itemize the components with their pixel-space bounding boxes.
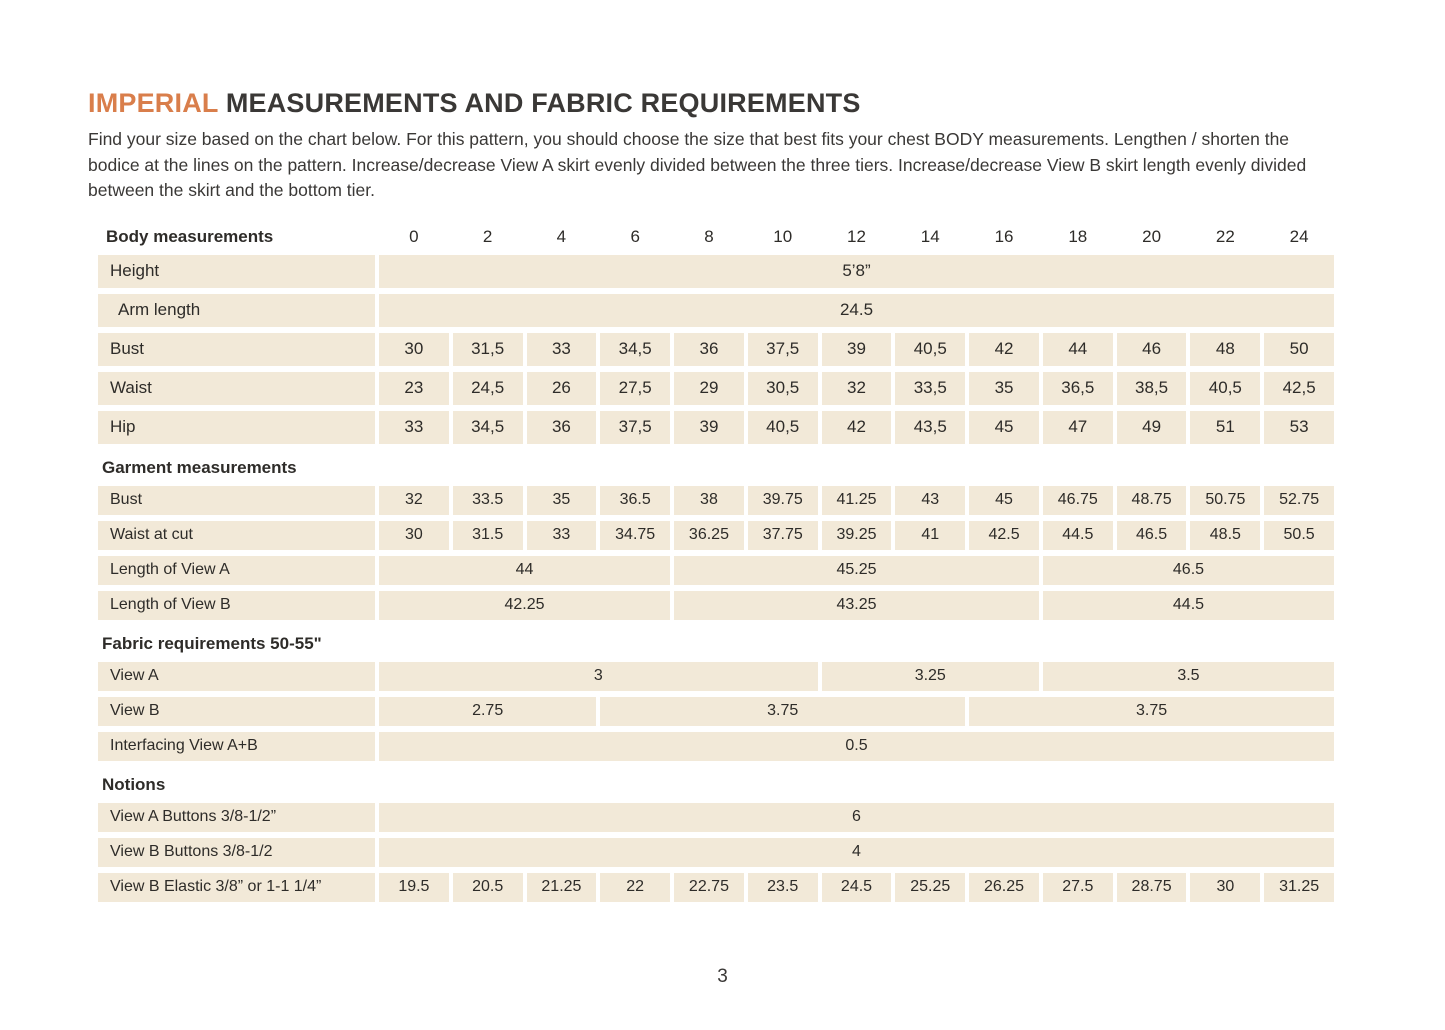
value-cell: 33.5 [453,486,523,515]
row-label: Waist at cut [98,521,375,550]
row-label: View B Buttons 3/8-1/2 [98,838,375,867]
value-cell: 37,5 [748,333,818,366]
size-column-header: 22 [1215,226,1235,246]
value-cell: 46.5 [1043,556,1334,585]
value-cell: 42,5 [1264,372,1334,405]
value-cell: 35 [969,372,1039,405]
value-cell: 38,5 [1117,372,1187,405]
size-column-header: 6 [630,226,640,246]
value-cell: 39 [822,333,892,366]
value-cell: 45.25 [674,556,1039,585]
value-cell: 43,5 [895,411,965,444]
row-label: View B [98,697,375,726]
value-cell: 22 [600,873,670,902]
value-cell: 3.75 [600,697,965,726]
value-cell: 27.5 [1043,873,1113,902]
value-cell: 23 [379,372,449,405]
page-title-accent: IMPERIAL [88,88,219,118]
value-cell: 40,5 [1190,372,1260,405]
value-cell: 30 [1190,873,1260,902]
size-column-header: 18 [1068,226,1088,246]
value-cell: 36 [674,333,744,366]
value-cell: 39.25 [822,521,892,550]
value-cell: 36,5 [1043,372,1113,405]
value-cell: 36 [527,411,597,444]
value-cell: 36.5 [600,486,670,515]
size-column-header: 24 [1289,226,1309,246]
row-label: Height [98,255,375,288]
value-cell: 36.25 [674,521,744,550]
size-column-header: 0 [409,226,419,246]
value-cell: 46.75 [1043,486,1113,515]
value-cell: 37.75 [748,521,818,550]
value-cell: 27,5 [600,372,670,405]
value-cell: 31,5 [453,333,523,366]
value-cell: 34,5 [600,333,670,366]
value-cell: 52.75 [1264,486,1334,515]
value-cell: 34,5 [453,411,523,444]
value-cell: 6 [379,803,1334,832]
value-cell: 50 [1264,333,1334,366]
size-column-header: 10 [773,226,793,246]
value-cell: 31.25 [1264,873,1334,902]
value-cell: 48.5 [1190,521,1260,550]
row-label: Bust [98,486,375,515]
value-cell: 33 [527,521,597,550]
value-cell: 40,5 [895,333,965,366]
value-cell: 20.5 [453,873,523,902]
size-column-header: 20 [1142,226,1162,246]
value-cell: 28.75 [1117,873,1187,902]
value-cell: 34.75 [600,521,670,550]
value-cell: 24,5 [453,372,523,405]
value-cell: 41.25 [822,486,892,515]
row-label: View A Buttons 3/8-1/2” [98,803,375,832]
row-label: View B Elastic 3/8” or 1-1 1/4” [98,873,375,902]
value-cell: 39.75 [748,486,818,515]
value-cell: 23.5 [748,873,818,902]
value-cell: 40,5 [748,411,818,444]
value-cell: 26.25 [969,873,1039,902]
value-cell: 3.5 [1043,662,1334,691]
value-cell: 21.25 [527,873,597,902]
size-column-header: 16 [994,226,1014,246]
value-cell: 4 [379,838,1334,867]
row-label: Interfacing View A+B [98,732,375,761]
value-cell: 42 [969,333,1039,366]
value-cell: 29 [674,372,744,405]
value-cell: 48 [1190,333,1260,366]
size-column-header: 4 [556,226,567,246]
size-column-header: 8 [704,226,714,246]
value-cell: 33 [379,411,449,444]
value-cell: 42.5 [969,521,1039,550]
value-cell: 44 [1043,333,1113,366]
size-column-header: 14 [920,226,940,246]
section-header: Notions [102,774,166,794]
value-cell: 2.75 [379,697,596,726]
value-cell: 50.75 [1190,486,1260,515]
value-cell: 42.25 [379,591,670,620]
value-cell: 0.5 [379,732,1334,761]
section-header: Fabric requirements 50-55" [102,633,322,653]
value-cell: 31.5 [453,521,523,550]
value-cell: 24.5 [822,873,892,902]
intro-text: Find your size based on the chart below. For this pattern, you should choose the size that best fits your chest BODY measurements. Lengthen / shorten the bodice at the lines on the pattern. Increase/decrease View A skirt evenly divided between the three tiers. Increase/decrease View B skirt length evenly divided between the skirt and the bottom tier. [88,129,1307,200]
value-cell: 48.75 [1117,486,1187,515]
value-cell: 30,5 [748,372,818,405]
value-cell: 45 [969,486,1039,515]
value-cell: 25.25 [895,873,965,902]
value-cell: 32 [379,486,449,515]
value-cell: 3.75 [969,697,1334,726]
value-cell: 30 [379,333,449,366]
value-cell: 33,5 [895,372,965,405]
page-title-rest: MEASUREMENTS AND FABRIC REQUIREMENTS [218,88,861,118]
row-label: Length of View A [98,556,375,585]
value-cell: 45 [969,411,1039,444]
value-cell: 50.5 [1264,521,1334,550]
value-cell: 43 [895,486,965,515]
value-cell: 46 [1117,333,1187,366]
value-cell: 43.25 [674,591,1039,620]
value-cell: 26 [527,372,597,405]
size-column-header: 2 [482,226,493,246]
row-label: Bust [98,333,375,366]
value-cell: 35 [527,486,597,515]
row-label: Length of View B [98,591,375,620]
value-cell: 44.5 [1043,591,1334,620]
row-label: View A [98,662,375,691]
value-cell: 49 [1117,411,1187,444]
value-cell: 22.75 [674,873,744,902]
page-title [88,90,1357,117]
value-cell: 19.5 [379,873,449,902]
row-label: Hip [98,411,375,444]
value-cell: 51 [1190,411,1260,444]
value-cell: 39 [674,411,744,444]
row-label: Waist [98,372,375,405]
column-header-label: Body measurements [106,226,274,246]
value-cell: 5’8” [379,255,1334,288]
value-cell: 38 [674,486,744,515]
value-cell: 33 [527,333,597,366]
page-number: 3 [717,966,728,987]
value-cell: 3 [379,662,818,691]
value-cell: 44.5 [1043,521,1113,550]
value-cell: 3.25 [822,662,1039,691]
size-column-header: 12 [847,226,866,246]
row-label: Arm length [98,294,375,327]
value-cell: 44 [379,556,670,585]
value-cell: 37,5 [600,411,670,444]
value-cell: 24.5 [379,294,1334,327]
value-cell: 30 [379,521,449,550]
value-cell: 42 [822,411,892,444]
value-cell: 46.5 [1117,521,1187,550]
section-header: Garment measurements [102,457,297,477]
value-cell: 53 [1264,411,1334,444]
value-cell: 32 [822,372,892,405]
value-cell: 41 [895,521,965,550]
value-cell: 47 [1043,411,1113,444]
size-table [98,225,1334,902]
